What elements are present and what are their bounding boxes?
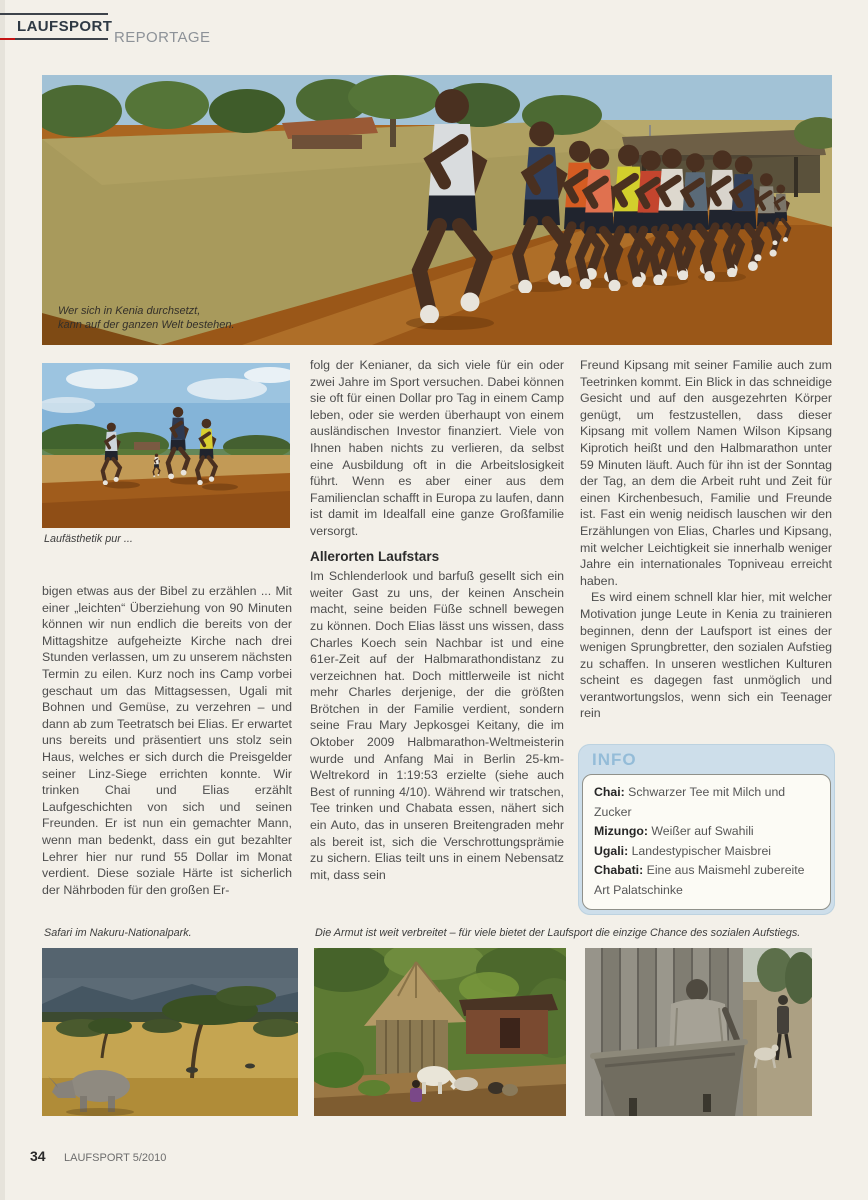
village-photo-illustration [314,948,566,1116]
info-item-chabati [594,861,820,900]
wheelbarrow-photo-illustration [585,948,812,1116]
page-edge [0,0,5,1200]
magazine-issue: LAUFSPORT 5/2010 [64,1152,167,1164]
paragraph-col3-1: Freund Kipsang mit seiner Familie auch zum Teetrinken kommt. Ein Blick in das schneidige Gesicht und auf den ausgezehrten Körper genügt, um festzustellen, dass dieser Kipsang mit vollem Namen Wilson Kipsang Kiprotich heißt und den Halbmarathon unter 59 Minuten läuft. Auch für ihn ist der Sonntag der Tag, an dem die Arbeit ruht und Zeit für einen Kirchenbesuch, Familie und Freunde ist. Fast ein wenig neidisch lauschen wir den Erzählungen von Elias, Charles und Kipsang, mit welcher Leichtigkeit sie innerhalb weniger Jahre ein internationales Topniveau erreicht haben. [580,358,832,588]
village-photo [314,948,566,1116]
hero-caption-line1: Wer sich in Kenia durchsetzt, [58,305,201,317]
side-photo-illustration [42,363,290,528]
red-accent-mark [0,38,15,40]
paragraph-col2-1: folg der Kenianer, da sich viele für ein oder zwei Jahre im Sport versuchen. Dabei können sie oft für einen Dollar pro Tag in einem Camp leben, oder sie werden überhaupt von einem ausländischen Investor finanziert. Viele von Ihnen haben nichts zu verlieren, da selbst eine Ausbildung oft in die Arbeitslosigkeit führt. Wenn es aber einer aus dem Familienclan schafft in Europa zu laufen, dann ist damit im Idealfall eine ganze Großfamilie versorgt. [310,358,564,538]
info-item-mizungo [594,822,820,842]
side-photo-caption: Laufästhetik pur ... [44,533,133,545]
article-column-1 [42,583,292,898]
subheading-allerorten-laufstars: Allerorten Laufstars [310,548,440,564]
info-definition: Weißer auf Swahili [651,824,754,838]
bottom-caption-left: Safari im Nakuru-Nationalpark. [44,927,192,939]
hero-caption-line2: kann auf der ganzen Welt bestehen. [58,319,235,331]
info-term: Chai: [594,785,625,799]
info-box [578,744,835,915]
hero-photo [42,75,832,345]
page-number: 34 [30,1148,46,1164]
info-item-chai [594,783,820,822]
hero-caption [58,304,235,332]
info-term: Mizungo: [594,824,648,838]
brand-box [0,13,113,40]
info-box-body [582,774,831,910]
info-term: Chabati: [594,863,644,877]
info-definition: Eine aus Maismehl zubereite Art Palatschinke [594,863,805,897]
side-photo [42,363,290,528]
paragraph-col3-2: Es wird einem schnell klar hier, mit welcher Motivation junge Leute in Kenia zu trainieren beginnen, denn der Laufsport ist eines der wenigen Sprungbretter, den sozialen Aufstieg zu schaffen. In unseren westlichen Kulturen scheint es dagegen fast unmöglich und verantwortungslos, wenn sich ein Teenager rein [580,590,832,721]
info-definition: Landestypischer Maisbrei [631,843,772,858]
article-column-2 [310,357,564,883]
paragraph-col1: bigen etwas aus der Bibel zu erzählen ... Mit einer „leichten“ Überziehung von 90 Minuten können wir nun endlich die bereits von der Mittagshitze aufgeheizte Kirche nach drei Stunden verlassen, um zu unserem nächsten Termin zu eilen. Kurz noch ins Camp vorbei geschaut um das Mittagsessen, Ugali mit Bohnen und Gemüse, zu verzehren – und dann ab zum Teetratsch bei Elias. Er erwartet uns bereits und präsentiert uns stolz sein Haus, welches er sich durch die Preisgelder seiner Linz-Siege errichten konnte. Wir trinken Chai und Elias erzählt Laufgeschichten von sich und seinen Freunden. Er ist nun ein gemachter Mann, wenn man bedenkt, dass ein gut bezahlter Lehrer hier nur rund 55 Dollar im Monat verdient. Diese soziale Härte ist sicherlich der Nährboden für den großen Er- [42,584,292,897]
info-item-ugali [594,842,820,862]
safari-photo-illustration [42,948,298,1116]
section-label: REPORTAGE [114,29,211,46]
safari-photo [42,948,298,1116]
paragraph-col2-2: Im Schlenderlook und barfuß gesellt sich ein weiter Gast zu uns, der keinen Anschein macht, seine beiden Füße schnell bewegen zu können. Doch Elias lässt uns wissen, dass Charles Koech sein Nachbar ist und eine 61er-Zeit auf der Halbmarathondistanz zu verzeichnen hat. Doch mittlerweile ist nicht mehr Charles derjenige, der die größten Brötchen in der Familie verdient, sondern seine Frau Mary Jepkosgei Keitany, die im Oktober 2009 Halbmarathon-Weltmeisterin wurde und Anfang Mai in Berlin 25-km-Weltrekord in 1:19:53 erzielte (siehe auch Best of running 4/10). Während wir tratschen, Tee trinken und Chabata essen, nähert sich ein Auto, das in unseren Breitengraden mehr als bereit ist, sich die Verschrottungsprämie zu sichern. Elias teilt uns in einem Nebensatz mit, dass sein [310,569,564,882]
brand-logo: LAUFSPORT [17,18,113,35]
page-footer [30,1148,166,1166]
article-column-3 [580,357,832,722]
info-box-title: INFO [592,750,637,769]
wheelbarrow-photo [585,948,812,1116]
info-definition: Schwarzer Tee mit Milch und Zucker [594,785,786,819]
bottom-caption-right: Die Armut ist weit verbreitet – für viele bietet der Laufsport die einzige Chance des sozialen Aufstiegs. [315,927,801,939]
info-term: Ugali: [594,843,629,858]
